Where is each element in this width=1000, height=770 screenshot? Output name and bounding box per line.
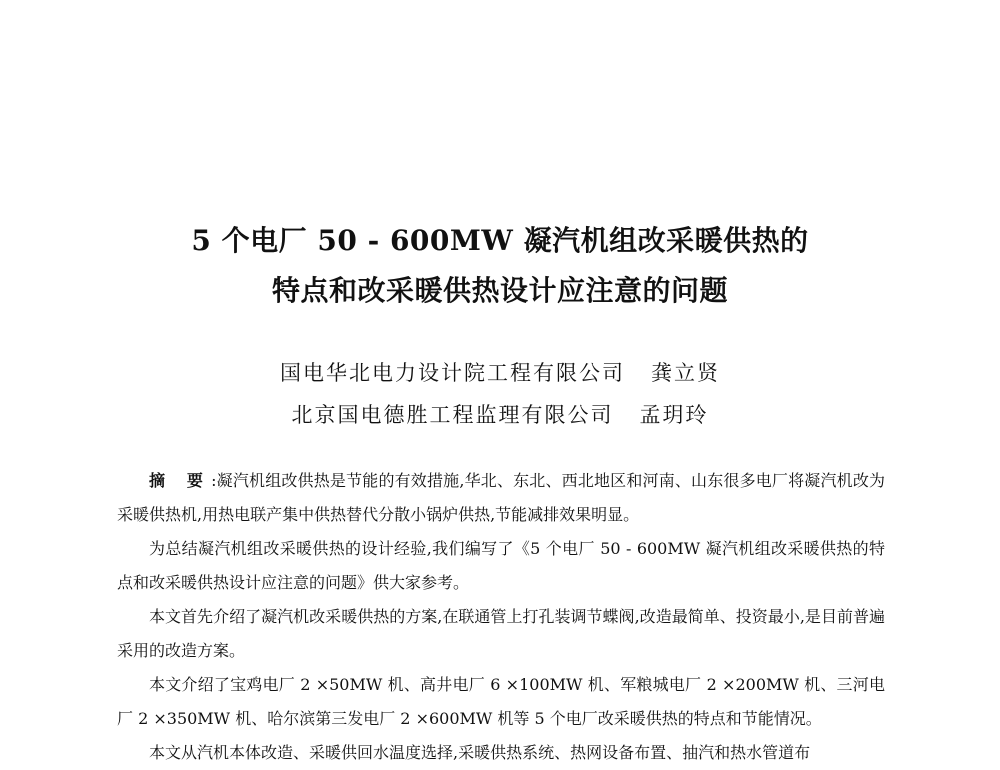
body-paragraph-4: 本文从汽机本体改造、采暖供回水温度选择,采暖供热系统、热网设备布置、抽汽和热水管道布 bbox=[149, 743, 811, 762]
abstract-label: 摘 要 bbox=[149, 471, 212, 490]
title-line-2: 特点和改采暖供热设计应注意的问题 bbox=[271, 274, 728, 307]
author-list bbox=[0, 352, 1000, 436]
author-name: 孟玥玲 bbox=[639, 403, 709, 427]
abstract-body bbox=[117, 464, 885, 770]
abstract-paragraph bbox=[117, 464, 885, 532]
author-line-2 bbox=[0, 394, 1000, 436]
abstract-text: :凝汽机组改供热是节能的有效措施,华北、东北、西北地区和河南、山东很多电厂将凝汽机改为采暖供热机,用热电联产集中供热替代分散小锅炉供热,节能减排效果明显。 bbox=[117, 471, 885, 524]
body-paragraph-3: 本文介绍了宝鸡电厂 2 ×50MW 机、高井电厂 6 ×100MW 机、军粮城电厂 2 ×200MW 机、三河电厂 2 ×350MW 机、哈尔滨第三发电厂 2 ×600MW 机等 5 个电厂改采暖供热的特点和节能情况。 bbox=[117, 675, 885, 728]
paper-title bbox=[0, 216, 1000, 316]
body-paragraph-2: 本文首先介绍了凝汽机改采暖供热的方案,在联通管上打孔装调节蝶阀,改造最简单、投资最小,是目前普遍采用的改造方案。 bbox=[117, 607, 885, 660]
author-affiliation: 北京国电德胜工程监理有限公司 bbox=[291, 403, 614, 427]
author-line-1 bbox=[0, 352, 1000, 394]
title-line-1: 5 个电厂 50 - 600MW 凝汽机组改采暖供热的 bbox=[191, 224, 809, 257]
author-name: 龚立贤 bbox=[651, 361, 720, 385]
body-paragraph-1: 为总结凝汽机组改采暖供热的设计经验,我们编写了《5 个电厂 50 - 600MW 凝汽机组改采暖供热的特点和改采暖供热设计应注意的问题》供大家参考。 bbox=[117, 539, 885, 592]
author-affiliation: 国电华北电力设计院工程有限公司 bbox=[280, 361, 625, 385]
